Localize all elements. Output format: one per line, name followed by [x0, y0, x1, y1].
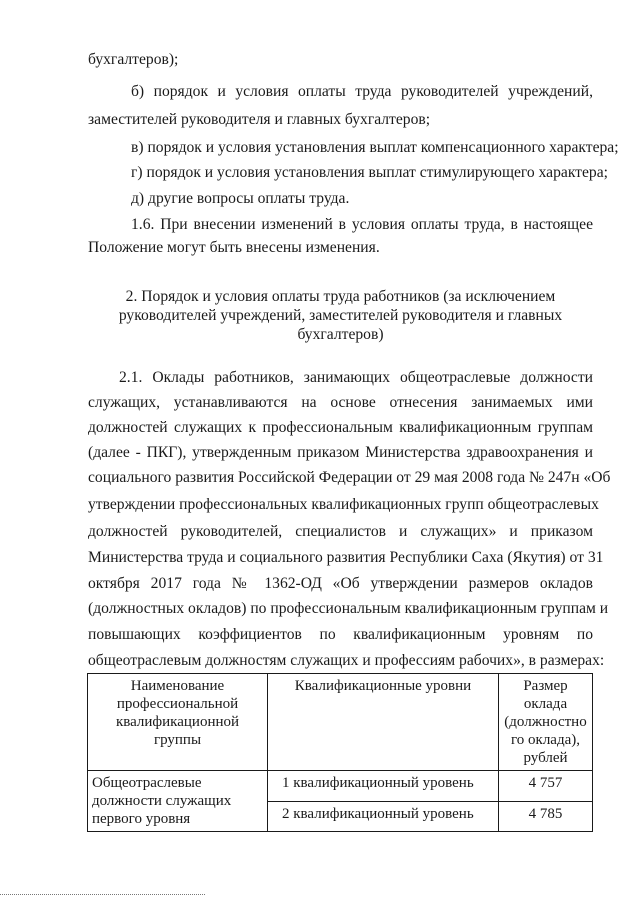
- text-line: (далее - ПКГ), утвержденным приказом Министерства здравоохранения и: [88, 444, 593, 461]
- text-line: 2.1. Оклады работников, занимающих общеотраслевые должности: [119, 369, 593, 386]
- text-line: 1.6. При внесении изменений в условия оплаты труда, в настоящее: [131, 216, 593, 233]
- text-line: должностей служащих к профессиональным квалификационным группам: [88, 419, 593, 436]
- level-cell: 2 квалификационный уровень: [268, 801, 499, 832]
- text-line: социального развития Российской Федерации от 29 мая 2008 года № 247н «Об: [88, 469, 611, 486]
- text-line: в) порядок и условия установления выплат компенсационного характера;: [131, 139, 619, 156]
- group-name-cell: Общеотраслевые должности служащих первого уровня: [88, 771, 268, 832]
- text-line: утверждении профессиональных квалификационных групп общеотраслевых: [88, 496, 599, 513]
- text-line: б) порядок и условия оплаты труда руководителей учреждений,: [131, 83, 593, 100]
- page-bottom-dotted-line: [0, 894, 205, 895]
- salary-table: [87, 673, 593, 832]
- header-salary: Размер оклада (должностно го оклада), рублей: [499, 674, 593, 771]
- text-line: повышающих коэффициентов по квалификационным уровням по: [88, 626, 593, 643]
- header-levels: Квалификационные уровни: [268, 674, 499, 771]
- heading-line: 2. Порядок и условия оплаты труда работников (за исключением: [125, 288, 556, 305]
- text-line: должностей руководителей, специалистов и служащих» и приказом: [88, 523, 593, 540]
- table-row: [88, 771, 593, 802]
- text-line: бухгалтеров);: [88, 51, 179, 68]
- text-line: общеотраслевым должностям служащих и профессиям рабочих», в размерах:: [88, 652, 605, 669]
- level-cell: 1 квалификационный уровень: [268, 771, 499, 802]
- text-line: служащих, устанавливаются на основе отнесения занимаемых ими: [88, 394, 593, 411]
- salary-cell: 4 757: [499, 771, 593, 802]
- text-line: заместителей руководителя и главных бухгалтеров;: [88, 111, 431, 128]
- text-line: (должностных окладов) по профессиональным квалификационным группам и: [88, 600, 609, 617]
- text-line: Министерства труда и социального развития Республики Саха (Якутия) от 31: [88, 549, 604, 566]
- text-line: г) порядок и условия установления выплат стимулирующего характера;: [131, 164, 608, 181]
- text-line: д) другие вопросы оплаты труда.: [131, 190, 350, 207]
- heading-line: руководителей учреждений, заместителей руководителя и главных: [118, 307, 563, 324]
- table-header-row: [88, 674, 593, 771]
- text-line: октября 2017 года № 1362-ОД «Об утверждении размеров окладов: [88, 575, 593, 592]
- salary-cell: 4 785: [499, 801, 593, 832]
- header-group-name: Наименование профессиональной квалификационной группы: [88, 674, 268, 771]
- heading-line: бухгалтеров): [297, 326, 384, 343]
- text-line: Положение могут быть внесены изменения.: [88, 239, 380, 256]
